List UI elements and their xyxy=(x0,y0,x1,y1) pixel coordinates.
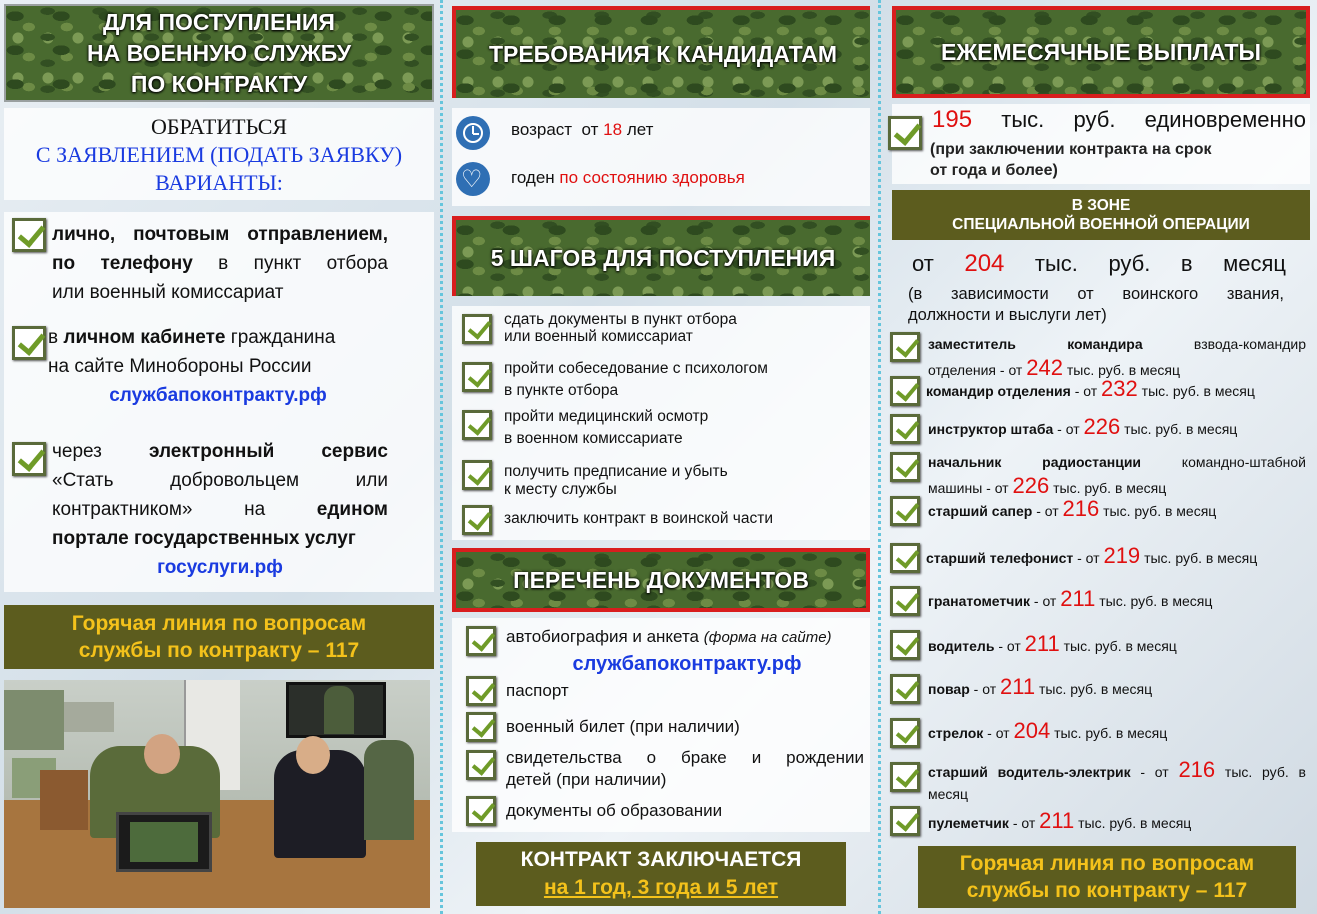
document-text: о xyxy=(646,748,657,767)
role-payment xyxy=(928,451,1306,500)
step-text: к месту службы xyxy=(504,481,617,498)
option-text: или военный комиссариат xyxy=(52,282,284,303)
recruitment-office-photo xyxy=(4,680,430,908)
role-payment xyxy=(928,759,1306,805)
role-amount: 211 xyxy=(1000,674,1036,699)
role-name: взвода-командир xyxy=(1193,336,1306,352)
step-text: сдать документы в пункт отбора xyxy=(504,311,737,328)
checkbox-icon xyxy=(462,460,492,490)
documents-title: ПЕРЕЧЕНЬ ДОКУМЕНТОВ xyxy=(513,566,809,593)
role-amount: 211 xyxy=(1060,586,1096,611)
role-name: инструктор штаба xyxy=(928,421,1054,437)
hotline-banner xyxy=(4,605,434,669)
role-amount: 232 xyxy=(1101,376,1138,401)
apply-box xyxy=(4,108,434,200)
step-text: пройти медицинский осмотр xyxy=(504,408,709,425)
option-text: телефону xyxy=(100,253,193,274)
checkbox-icon xyxy=(890,674,920,704)
role-from: - от xyxy=(1012,815,1036,831)
steps-header xyxy=(452,216,870,296)
step-text: или военный комиссариат xyxy=(504,328,693,345)
requirement-text: возраст xyxy=(511,120,573,139)
monthly-amount: 204 xyxy=(964,250,1005,277)
requirements-title: ТРЕБОВАНИЯ К КАНДИДАТАМ xyxy=(488,40,838,67)
monthly-condition xyxy=(908,284,1284,326)
step-item xyxy=(504,358,768,402)
monthly-text: тыс. xyxy=(1034,251,1078,276)
role-unit: тыс. руб. в месяц xyxy=(1053,480,1167,496)
role-amount: 216 xyxy=(1062,496,1100,521)
heart-health-icon: ♡ xyxy=(456,162,490,196)
step-item xyxy=(504,463,728,499)
option-text: гражданина xyxy=(230,327,336,348)
checkbox-icon xyxy=(462,362,492,392)
column-divider xyxy=(878,0,881,914)
role-unit: месяц xyxy=(928,786,969,802)
header-line: НА ВОЕННУЮ СЛУЖБУ xyxy=(86,39,352,66)
role-name: радиостанции xyxy=(1042,454,1142,470)
document-item xyxy=(506,747,864,791)
checkbox-icon xyxy=(888,116,922,150)
checkbox-icon xyxy=(890,332,920,362)
lump-sum-text: (при заключении контракта на срок xyxy=(930,141,1212,158)
hotline-banner xyxy=(918,846,1296,908)
option-text: добровольцем xyxy=(170,470,300,491)
option-text: контрактником» xyxy=(52,499,193,520)
option-text: или xyxy=(355,470,388,491)
lump-sum-text: тыс. xyxy=(1001,107,1045,132)
role-name: старший сапер xyxy=(928,503,1033,519)
monthly-text: в xyxy=(1180,251,1193,276)
svo-text: В ЗОНЕ xyxy=(1071,197,1131,214)
step-text: заключить контракт в воинской части xyxy=(504,510,773,527)
monthly-text: звания, xyxy=(1226,285,1284,303)
option-text: портале государственных услуг xyxy=(52,528,356,549)
requirement-text: по состоянию здоровья xyxy=(559,168,745,187)
role-payment xyxy=(928,674,1152,700)
role-amount: 216 xyxy=(1178,757,1216,782)
step-item xyxy=(504,406,708,450)
monthly-payment xyxy=(912,250,1286,278)
clock-icon xyxy=(456,116,490,150)
role-unit: тыс. руб. в месяц xyxy=(1038,681,1153,697)
role-amount: 211 xyxy=(1039,808,1075,833)
role-name: старший телефонист xyxy=(926,550,1074,566)
role-from: - от xyxy=(1074,383,1098,399)
role-from: от xyxy=(1154,764,1169,780)
monthly-text: (в xyxy=(908,285,923,303)
apply-subtitle: С ЗАЯВЛЕНИЕМ (ПОДАТЬ ЗАЯВКУ) xyxy=(35,142,403,167)
svo-banner xyxy=(892,190,1310,240)
role-unit: тыс. руб. в месяц xyxy=(1066,362,1181,378)
role-name: машины xyxy=(928,480,983,496)
role-amount: 226 xyxy=(1083,414,1121,439)
svo-text: СПЕЦИАЛЬНОЙ ВОЕННОЙ ОПЕРАЦИИ xyxy=(952,216,1250,233)
checkbox-icon xyxy=(466,626,496,656)
steps-title: 5 ШАГОВ ДЛЯ ПОСТУПЛЕНИЯ xyxy=(490,244,836,271)
role-amount: 211 xyxy=(1024,631,1060,656)
role-amount: 219 xyxy=(1103,543,1141,568)
checkbox-icon xyxy=(12,326,46,360)
checkbox-icon xyxy=(890,630,920,660)
gosuslugi-link[interactable]: госуслуги.рф xyxy=(157,557,283,578)
column-divider xyxy=(440,0,443,914)
lump-sum-payment xyxy=(932,106,1306,134)
role-from: - от xyxy=(999,362,1023,378)
role-amount: 226 xyxy=(1012,473,1050,498)
checkbox-icon xyxy=(890,376,920,406)
document-text: паспорт xyxy=(506,681,569,700)
role-name: водитель xyxy=(928,638,995,654)
checkbox-icon xyxy=(466,796,496,826)
monthly-text: месяц xyxy=(1223,251,1286,276)
role-name: командир отделения xyxy=(926,383,1071,399)
requirements-header xyxy=(452,6,870,98)
role-amount: 204 xyxy=(1013,718,1051,743)
role-name: пулеметчик xyxy=(928,815,1009,831)
checkbox-icon xyxy=(12,218,46,252)
role-name: стрелок xyxy=(928,725,984,741)
contract-term-title: КОНТРАКТ ЗАКЛЮЧАЕТСЯ xyxy=(520,848,802,871)
role-payment xyxy=(928,586,1212,612)
role-unit: тыс. руб. в месяц xyxy=(1141,383,1255,399)
role-payment xyxy=(928,496,1216,522)
role-name: командира xyxy=(1067,336,1143,352)
lump-sum-text: руб. xyxy=(1073,107,1116,132)
role-amount: 242 xyxy=(1026,355,1063,380)
option-in-person xyxy=(52,220,388,307)
role-payment xyxy=(928,631,1177,657)
option-text: почтовым xyxy=(133,224,230,245)
role-name: повар xyxy=(928,681,970,697)
role-unit: руб. xyxy=(1262,764,1289,780)
role-unit: в xyxy=(1298,764,1306,780)
age-value: 18 xyxy=(603,120,623,139)
monthly-text: воинского xyxy=(1122,285,1199,303)
document-item xyxy=(506,626,868,675)
role-unit: тыс. руб. в месяц xyxy=(1063,638,1177,654)
step-text: в военном комиссариате xyxy=(504,430,683,447)
checkbox-icon xyxy=(466,750,496,780)
role-from: - от xyxy=(1057,421,1080,437)
role-unit: тыс. руб. в месяц xyxy=(1124,421,1238,437)
role-payment xyxy=(926,543,1257,569)
role-payment xyxy=(928,414,1237,440)
monthly-text: зависимости xyxy=(950,285,1049,303)
role-name: заместитель xyxy=(928,336,1016,352)
apply-title: ОБРАТИТЬСЯ xyxy=(150,114,288,139)
step-item xyxy=(504,510,773,528)
document-text: рождении xyxy=(786,748,864,767)
role-payment xyxy=(926,376,1255,402)
monthly-text: руб. xyxy=(1108,251,1151,276)
role-from: - от xyxy=(986,480,1009,496)
checkbox-icon xyxy=(890,452,920,482)
role-unit: тыс. xyxy=(1224,764,1253,780)
checkbox-icon xyxy=(466,712,496,742)
role-unit: тыс. руб. в месяц xyxy=(1144,550,1258,566)
role-name: водитель-электрик xyxy=(997,764,1131,780)
checkbox-icon xyxy=(462,314,492,344)
contract-service-header xyxy=(4,4,434,102)
option-text: отбора xyxy=(326,253,388,274)
option-text: отправлением, xyxy=(247,224,388,245)
step-item xyxy=(504,311,737,345)
option-text: по xyxy=(52,253,76,274)
option-text: в xyxy=(218,253,229,274)
option-text: на xyxy=(244,499,266,520)
payments-header xyxy=(892,6,1310,98)
checkbox-icon xyxy=(890,806,920,836)
document-text: автобиография и анкета xyxy=(506,627,700,646)
role-from: - от xyxy=(998,638,1021,654)
checkbox-icon xyxy=(462,410,492,440)
role-name: гранатометчик xyxy=(928,593,1031,609)
document-text: браке xyxy=(681,748,727,767)
option-text: электронный xyxy=(148,441,275,462)
option-text: лично, xyxy=(52,224,116,245)
option-text: пункт xyxy=(253,253,302,274)
monthly-text: должности и выслуги лет) xyxy=(908,306,1107,324)
requirement-text: от xyxy=(581,120,599,139)
role-from: - от xyxy=(1036,503,1059,519)
apply-variants-label: ВАРИАНТЫ: xyxy=(155,170,283,195)
requirement-health xyxy=(511,168,745,188)
payments-title: ЕЖЕМЕСЯЧНЫЕ ВЫПЛАТЫ xyxy=(941,38,1261,65)
checkbox-icon xyxy=(466,676,496,706)
checkbox-icon xyxy=(890,586,920,616)
document-text: документы об образовании xyxy=(506,801,723,820)
document-text: военный билет (при наличии) xyxy=(506,717,740,736)
checkbox-icon xyxy=(890,718,920,748)
role-name: командно-штабной xyxy=(1181,454,1306,470)
checkbox-icon xyxy=(890,496,920,526)
option-text: в xyxy=(48,327,59,348)
role-from: - xyxy=(1140,764,1146,780)
role-from: - от xyxy=(987,725,1010,741)
option-text: «Стать xyxy=(52,470,114,491)
document-text: детей (при наличии) xyxy=(506,770,667,789)
option-text: сервис xyxy=(321,441,388,462)
mil-contract-site-link[interactable]: службапоконтракту.рф xyxy=(572,653,802,675)
role-unit: тыс. руб. в месяц xyxy=(1099,593,1213,609)
document-note: (форма на сайте) xyxy=(703,629,832,646)
lump-sum-text: единовременно xyxy=(1144,107,1306,132)
lump-sum-condition xyxy=(930,139,1211,181)
option-text: едином xyxy=(316,499,388,520)
role-name: начальник xyxy=(928,454,1002,470)
role-unit: тыс. руб. в месяц xyxy=(1078,815,1192,831)
role-payment xyxy=(928,333,1306,382)
requirement-text: лет xyxy=(626,120,654,139)
document-text: и xyxy=(751,748,762,767)
step-text: в пункте отбора xyxy=(504,382,619,399)
role-from: - от xyxy=(973,681,997,697)
monthly-text: от xyxy=(1077,285,1094,303)
checkbox-icon xyxy=(890,414,920,444)
option-personal-account xyxy=(48,323,388,410)
option-text: личном кабинете xyxy=(63,327,226,348)
mil-contract-site-link[interactable]: службапоконтракту.рф xyxy=(109,385,327,406)
checkbox-icon xyxy=(890,543,920,573)
step-text: пройти собеседование с психологом xyxy=(504,360,768,377)
role-unit: тыс. руб. в месяц xyxy=(1103,503,1217,519)
checkbox-icon xyxy=(890,762,920,792)
role-from: - от xyxy=(1033,593,1057,609)
checkbox-icon xyxy=(462,505,492,535)
checkbox-icon xyxy=(12,442,46,476)
option-text: через xyxy=(52,441,102,462)
requirement-text: годен xyxy=(511,168,555,187)
requirement-age xyxy=(511,120,653,140)
hotline-text: службы по контракту – 117 xyxy=(78,639,360,662)
role-name: отделения xyxy=(928,362,997,378)
hotline-text: службы по контракту – 117 xyxy=(966,879,1248,902)
lump-sum-amount: 195 xyxy=(932,106,973,133)
role-name: старший xyxy=(928,764,988,780)
documents-header xyxy=(452,548,870,612)
header-line: ДЛЯ ПОСТУПЛЕНИЯ xyxy=(103,8,335,35)
contract-term-values: на 1 год, 3 года и 5 лет xyxy=(543,876,779,899)
option-gosuslugi xyxy=(52,437,388,582)
step-text: получить предписание и убыть xyxy=(504,463,728,480)
option-text: на сайте Минобороны России xyxy=(48,356,312,377)
contract-term-banner xyxy=(476,842,846,906)
monthly-text: от xyxy=(912,251,934,276)
header-line: ПО КОНТРАКТУ xyxy=(130,70,308,97)
document-text: свидетельства xyxy=(506,748,622,767)
lump-sum-text: от года и более) xyxy=(930,162,1058,179)
role-from: - от xyxy=(1077,550,1100,566)
role-payment xyxy=(928,718,1167,744)
role-unit: тыс. руб. в месяц xyxy=(1054,725,1168,741)
hotline-text: Горячая линия по вопросам xyxy=(959,852,1255,875)
role-payment xyxy=(928,808,1191,834)
hotline-text: Горячая линия по вопросам xyxy=(71,612,367,635)
